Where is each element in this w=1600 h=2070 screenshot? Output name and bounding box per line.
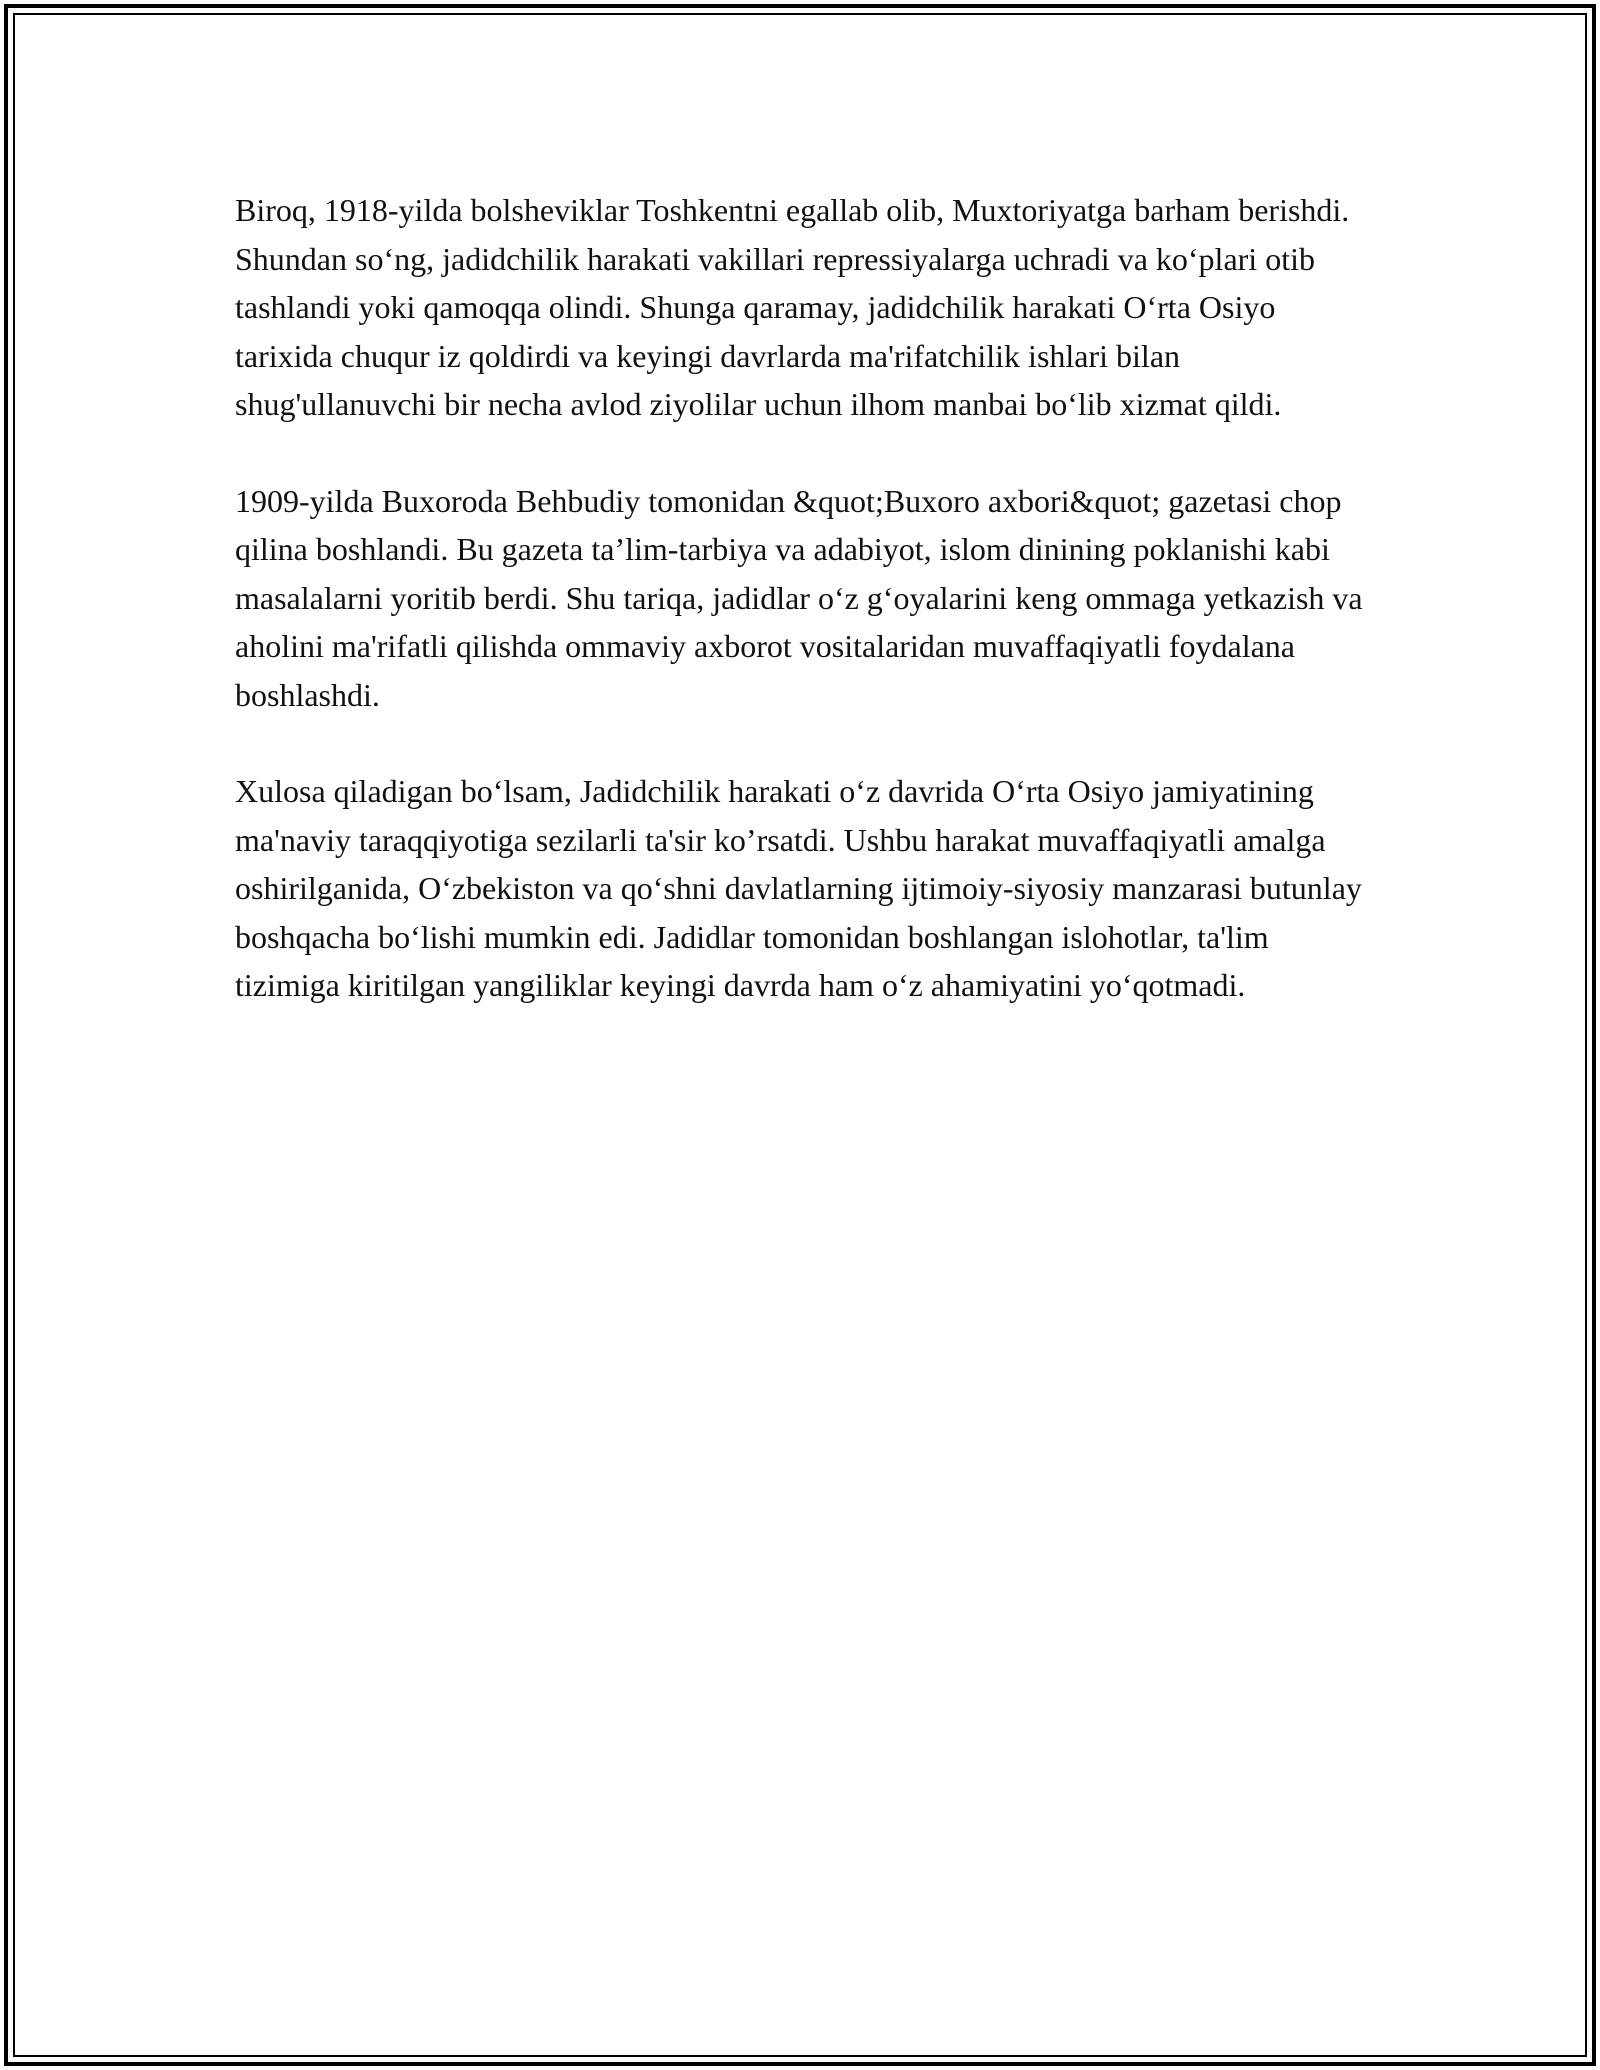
paragraph-bolsheviks: Biroq, 1918-yilda bolsheviklar Toshkentni egallab olib, Muxtoriyatga barham berishdi. Shundan so‘ng, jadidchilik harakati vakillari repressiyalarga uchradi va ko‘plari otib tashlandi yoki qamoqqa olindi. Shunga qaramay, jadidchilik harakati O‘rta Osiyo tarixida chuqur iz qoldirdi va keyingi davrlarda ma'rifatchilik ishlari bilan shug'ullanuvchi bir necha avlod ziyolilar uchun ilhom manbai bo‘lib xizmat qildi. (235, 192, 1350, 422)
paragraph-buxoro-axbori: 1909-yilda Buxoroda Behbudiy tomonidan &quot;Buxoro axbori&quot; gazetasi chop qilina boshlandi. Bu gazeta ta’lim-tarbiya va adabiyot, islom dinining poklanishi kabi masalalarni yoritib berdi. Shu tariqa, jadidlar o‘z g‘oyalarini keng ommaga yetkazish va aholini ma'rifatli qilishda ommaviy axborot vositalaridan muvaffaqiyatli foydalana boshlashdi. (235, 482, 1363, 713)
paragraph-conclusion: Xulosa qiladigan bo‘lsam, Jadidchilik harakati o‘z davrida O‘rta Osiyo jamiyatining ma'naviy taraqqiyotiga sezilarli ta'sir ko’rsatdi. Ushbu harakat muvaffaqiyatli amalga oshirilganida, O‘zbekiston va qo‘shni davlatlarning ijtimoiy-siyosiy manzarasi butunlay boshqacha bo‘lishi mumkin edi. Jadidlar tomonidan boshlangan islohotlar, ta'lim tizimiga kiritilgan yangiliklar keyingi davrda ham o‘z ahamiyatini yo‘qotmadi. (235, 773, 1362, 1003)
document-body (235, 186, 1365, 1058)
